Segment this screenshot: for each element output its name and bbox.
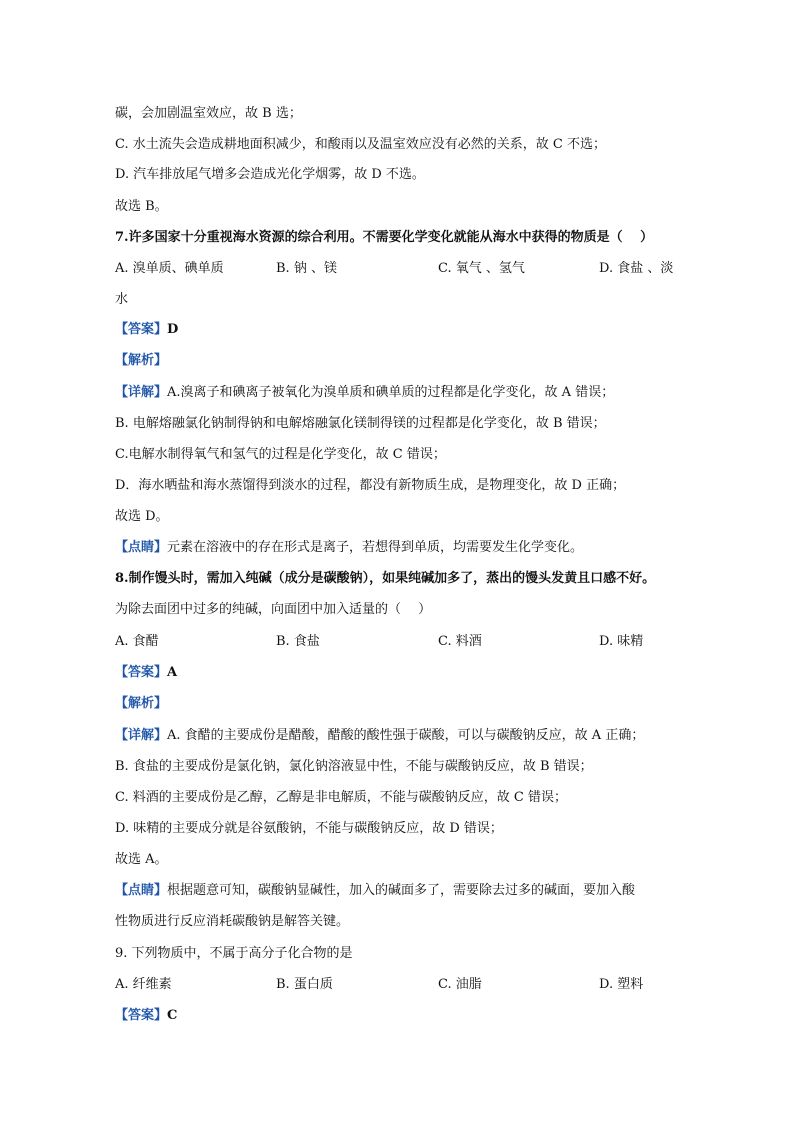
detail-text: A.溴离子和碘离子被氧化为溴单质和碘单质的过程都是化学变化，故 A 错误；	[167, 385, 615, 400]
q8-option-d: D. 味精	[599, 634, 644, 649]
q7-detail-d: D．海水晒盐和海水蒸馏得到淡水的过程，都没有新物质生成，是物理变化，故 D 正确；	[115, 478, 626, 493]
note-text: 根据题意可知，碳酸钠显碱性，加入的碱面多了，需要除去过多的碱面，要加入酸	[167, 883, 636, 898]
q6-conclusion: 故选 B。	[115, 199, 168, 214]
q8-option-a: A. 食醋	[115, 634, 159, 649]
detail-tag: 【详解】	[115, 385, 168, 400]
q7-note	[115, 539, 583, 557]
q9-option-a: A. 纤维素	[115, 977, 172, 992]
q7-analysis-heading	[115, 352, 167, 370]
q9-option-d: D. 塑料	[599, 977, 644, 992]
detail-text: A. 食醋的主要成份是醋酸，醋酸的酸性强于碳酸，可以与碳酸钠反应，故 A 正确；	[167, 728, 645, 743]
q6-option-c-explanation: C. 水土流失会造成耕地面积减少，和酸雨以及温室效应没有必然的关系，故 C 不选；	[115, 137, 606, 152]
analysis-tag: 【解析】	[115, 696, 168, 711]
q7-option-d: D. 食盐 、淡	[599, 261, 674, 276]
q7-option-d-wrap: 水	[115, 292, 129, 307]
note-tag: 【点睛】	[115, 883, 168, 898]
q8-answer	[115, 664, 177, 682]
q9-option-c: C. 油脂	[438, 977, 482, 992]
note-text: 元素在溶液中的存在形式是离子，若想得到单质，均需要发生化学变化。	[167, 540, 584, 555]
q6-option-d-explanation: D. 汽车排放尾气增多会造成光化学烟雾，故 D 不选。	[115, 167, 425, 182]
q7-option-a: A. 溴单质、碘单质	[115, 261, 224, 276]
q8-detail-a	[115, 727, 644, 745]
detail-tag: 【详解】	[115, 728, 168, 743]
q8-note-line-1	[115, 882, 635, 900]
note-tag: 【点睛】	[115, 540, 168, 555]
q7-option-c: C. 氧气 、氢气	[438, 261, 525, 276]
q9-answer	[115, 1007, 177, 1025]
q9-option-b: B. 蛋白质	[276, 977, 333, 992]
analysis-tag: 【解析】	[115, 353, 168, 368]
q8-option-b: B. 食盐	[276, 634, 320, 649]
q9-stem: 9. 下列物质中，不属于高分子化合物的是	[115, 946, 353, 961]
q8-detail-c: C. 料酒的主要成份是乙醇，乙醇是非电解质，不能与碳酸钠反应，故 C 错误；	[115, 790, 567, 805]
q7-conclusion: 故选 D。	[115, 509, 169, 524]
answer-value: A	[167, 665, 178, 680]
q8-conclusion: 故选 A。	[115, 852, 168, 867]
q8-stem-line-1: 8.制作馒头时，需加入纯碱（成分是碳酸钠），如果纯碱加多了，蒸出的馒头发黄且口感不好。	[115, 571, 656, 586]
answer-tag: 【答案】	[115, 322, 168, 337]
q8-stem-line-2: 为除去面团中过多的纯碱，向面团中加入适量的（ ）	[115, 602, 432, 617]
answer-value: C	[167, 1008, 178, 1023]
q6-tail-line-1: 碳，会加剧温室效应，故 B 选；	[115, 106, 302, 121]
q7-detail-a	[115, 384, 614, 402]
q7-answer	[115, 321, 178, 339]
answer-value: D	[167, 322, 179, 337]
q7-detail-c: C.电解水制得氧气和氢气的过程是化学变化，故 C 错误；	[115, 447, 446, 462]
q8-analysis-heading	[115, 695, 167, 713]
q8-detail-b: B. 食盐的主要成份是氯化钠，氯化钠溶液显中性，不能与碳酸钠反应，故 B 错误；	[115, 759, 593, 774]
q8-note-line-2: 性物质进行反应消耗碳酸钠是解答关键。	[115, 914, 350, 929]
q8-detail-d: D. 味精的主要成分就是谷氨酸钠，不能与碳酸钠反应，故 D 错误；	[115, 821, 503, 836]
q7-detail-b: B. 电解熔融氯化钠制得钠和电解熔融氯化镁制得镁的过程都是化学变化，故 B 错误；	[115, 416, 606, 431]
q7-option-b: B. 钠 、镁	[276, 261, 337, 276]
q7-stem: 7.许多国家十分重视海水资源的综合利用。不需要化学变化就能从海水中获得的物质是（ ）	[115, 230, 654, 245]
answer-tag: 【答案】	[115, 665, 168, 680]
answer-tag: 【答案】	[115, 1008, 168, 1023]
q8-option-c: C. 料酒	[438, 634, 482, 649]
